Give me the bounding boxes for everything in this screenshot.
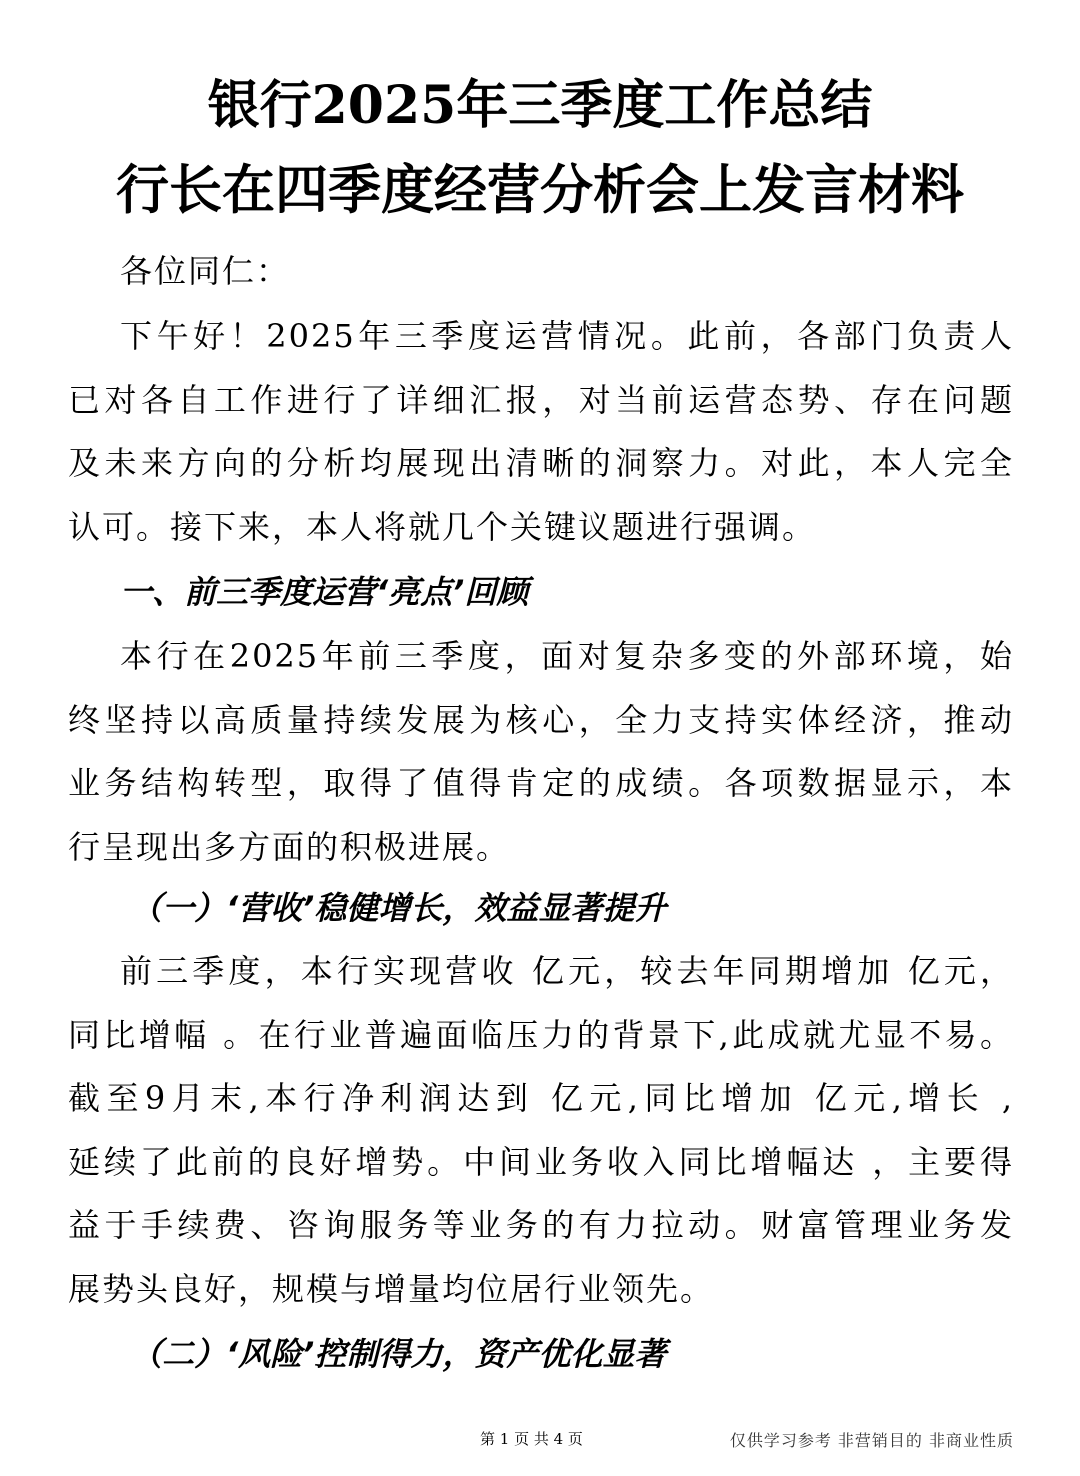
section-heading: 一、前三季度运营‘亮点’回顾 <box>120 573 529 611</box>
intro-paragraph <box>68 305 1014 559</box>
paragraph-line: 延续了此前的良好增势。中间业务收入同比增幅达 ，主要得 <box>68 1142 1014 1181</box>
footer-notice: 仅供学习参考 非营销目的 非商业性质 <box>729 1431 1014 1450</box>
paragraph-line: 益于手续费、咨询服务等业务的有力拉动。财富管理业务发 <box>68 1206 1014 1244</box>
salutation: 各位同仁： <box>120 252 291 290</box>
salutation-block <box>68 240 1014 304</box>
paragraph-line: 已对各自工作进行了详细汇报，对当前运营态势、存在问题 <box>68 380 1014 419</box>
page-number: 第 1 页 共 4 页 <box>480 1430 583 1448</box>
paragraph-line: 截至9月末,本行净利润达到 亿元,同比增加 亿元,增长 , <box>68 1079 1014 1117</box>
subsection1-paragraph <box>68 940 1014 1321</box>
paragraph-line: 展势头良好，规模与增量均位居行业领先。 <box>68 1269 715 1308</box>
subsection-heading: （一）‘营收’稳健增长，效益显著提升 <box>130 889 667 927</box>
subsection-heading: （二）‘风险’控制得力，资产优化显著 <box>130 1335 667 1373</box>
paragraph-line: 前三季度，本行实现营收 亿元，较去年同期增加 亿元， <box>120 952 1014 990</box>
paragraph-line: 本行在2025年前三季度，面对复杂多变的外部环境，始 <box>120 637 1014 675</box>
document-title-line1: 银行2025年三季度工作总结 <box>207 75 873 136</box>
section1-paragraph <box>68 625 1014 879</box>
paragraph-line: 行呈现出多方面的积极进展。 <box>68 827 511 866</box>
document-title-line2: 行长在四季度经营分析会上发言材料 <box>116 159 964 221</box>
paragraph-line: 及未来方向的分析均展现出清晰的洞察力。对此，本人完全 <box>68 444 1014 482</box>
paragraph-line: 同比增幅 。在行业普遍面临压力的背景下,此成就尤显不易。 <box>68 1015 1014 1054</box>
paragraph-line: 业务结构转型，取得了值得肯定的成绩。各项数据显示，本 <box>68 764 1014 802</box>
paragraph-line: 认可。接下来，本人将就几个关键议题进行强调。 <box>68 507 817 546</box>
paragraph-line: 下午好！2025年三季度运营情况。此前，各部门负责人 <box>120 317 1014 355</box>
paragraph-line: 终坚持以高质量持续发展为核心，全力支持实体经济，推动 <box>68 700 1014 739</box>
